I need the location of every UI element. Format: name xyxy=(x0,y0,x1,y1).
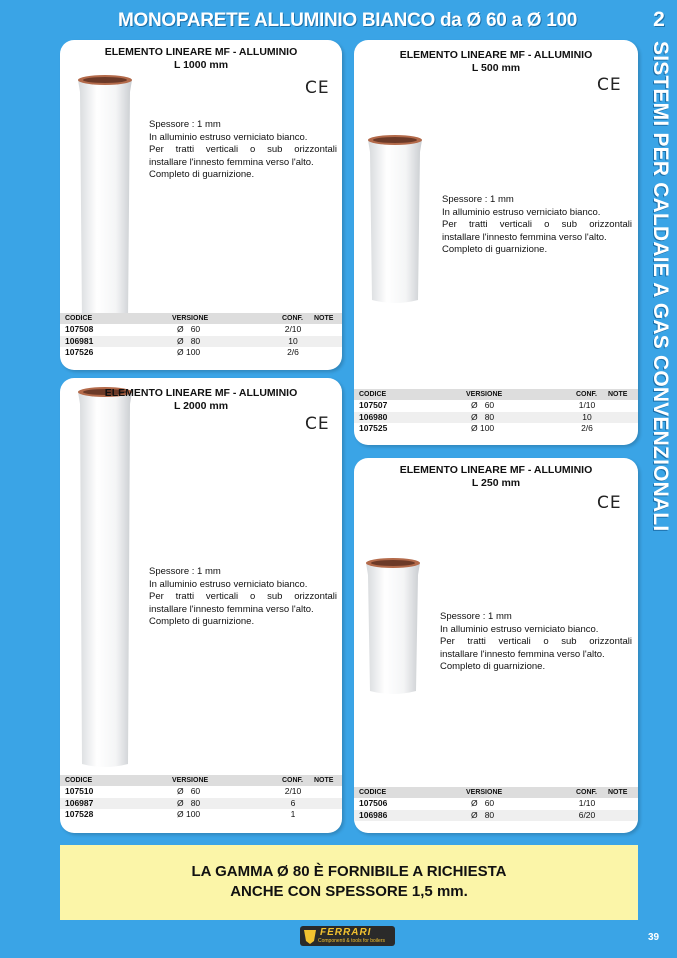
page-number: 39 xyxy=(648,932,660,943)
cell-version: Ø 80 xyxy=(177,797,201,808)
cell-conf: 1/10 xyxy=(578,400,596,410)
desc-line: Spessore : 1 mm xyxy=(440,611,512,622)
desc-line: In alluminio estruso verniciato bianco. xyxy=(149,131,308,143)
desc-line: In alluminio estruso verniciato bianco. xyxy=(149,578,308,590)
cell-version: Ø 80 xyxy=(177,335,201,346)
col-codice: CODICE xyxy=(65,777,93,784)
product-table xyxy=(60,775,342,821)
col-codice: CODICE xyxy=(65,315,93,322)
cell-conf: 2/6 xyxy=(581,423,593,433)
desc-line: Completo di guarnizione. xyxy=(440,661,546,672)
section-number: 2 xyxy=(653,8,665,31)
cell-conf: 1 xyxy=(290,809,296,819)
card-title: ELEMENTO LINEARE MF - ALLUMINIO xyxy=(399,464,593,476)
table-row xyxy=(60,809,342,821)
cell-conf: 1/10 xyxy=(578,798,596,808)
pipe-image xyxy=(358,551,428,701)
col-codice: CODICE xyxy=(359,789,387,796)
product-card-l1000 xyxy=(60,40,342,370)
col-conf: CONF. xyxy=(282,777,303,784)
col-versione: VERSIONE xyxy=(172,315,209,322)
product-table xyxy=(354,389,638,435)
card-title: ELEMENTO LINEARE MF - ALLUMINIO xyxy=(399,49,593,61)
side-section-title-text: SISTEMI PER CALDAIE A GAS CONVENZIONALI xyxy=(649,41,672,532)
table-row xyxy=(354,798,638,810)
ce-mark-icon: CE xyxy=(597,75,622,95)
cell-code: 107528 xyxy=(65,809,94,819)
cell-version: Ø 80 xyxy=(471,411,495,422)
side-section-title xyxy=(642,42,676,602)
table-row xyxy=(354,423,638,435)
product-card-l500 xyxy=(354,40,638,445)
col-note: NOTE xyxy=(608,391,628,398)
col-versione: VERSIONE xyxy=(172,777,209,784)
cell-version: Ø 100 xyxy=(177,347,201,357)
product-card-l2000 xyxy=(60,378,342,833)
cell-version: Ø 100 xyxy=(471,423,495,433)
logo-emblem-icon xyxy=(302,927,318,945)
cell-code: 107526 xyxy=(65,347,94,357)
notice-line-2: ANCHE CON SPESSORE 1,5 mm. xyxy=(230,883,468,900)
product-description xyxy=(149,119,337,182)
col-note: NOTE xyxy=(314,315,334,322)
col-note: NOTE xyxy=(608,789,628,796)
desc-line: Spessore : 1 mm xyxy=(149,566,221,577)
card-length: L 500 mm xyxy=(471,62,521,74)
cell-conf: 2/6 xyxy=(287,347,299,357)
table-row xyxy=(60,798,342,810)
col-versione: VERSIONE xyxy=(466,789,503,796)
table-header xyxy=(60,313,342,324)
cell-conf: 10 xyxy=(582,411,592,422)
table-row xyxy=(60,336,342,348)
cell-code: 106986 xyxy=(359,809,388,820)
cell-code: 106980 xyxy=(359,411,388,422)
cell-conf: 6 xyxy=(290,797,296,808)
desc-line: In alluminio estruso verniciato bianco. xyxy=(442,206,601,218)
col-versione: VERSIONE xyxy=(466,391,503,398)
product-description xyxy=(149,566,337,629)
ce-mark-icon: CE xyxy=(305,414,330,434)
page-title: MONOPARETE ALLUMINIO BIANCO da Ø 60 a Ø 100 xyxy=(118,10,578,31)
product-table xyxy=(354,787,638,821)
table-row xyxy=(354,412,638,424)
desc-line: Per tratti verticali o sub orizzontali xyxy=(440,636,632,647)
pipe-image xyxy=(360,128,430,308)
pipe-image xyxy=(70,70,140,330)
cell-code: 107510 xyxy=(65,786,94,796)
card-length: L 2000 mm xyxy=(173,400,229,412)
cell-version: Ø 60 xyxy=(471,798,495,808)
product-table xyxy=(60,313,342,359)
col-conf: CONF. xyxy=(576,391,597,398)
ce-mark-icon: CE xyxy=(597,493,622,513)
col-codice: CODICE xyxy=(359,391,387,398)
cell-code: 107525 xyxy=(359,423,388,433)
cell-version: Ø 60 xyxy=(177,786,201,796)
logo-name: FERRARI xyxy=(320,927,372,938)
table-row xyxy=(354,400,638,412)
desc-line: Per tratti verticali o sub orizzontali xyxy=(442,219,632,230)
ferrari-logo xyxy=(300,926,395,946)
notice-line-1: LA GAMMA Ø 80 È FORNIBILE A RICHIESTA xyxy=(191,863,507,880)
cell-version: Ø 100 xyxy=(177,809,201,819)
table-row xyxy=(60,347,342,359)
desc-line: Per tratti verticali o sub orizzontali xyxy=(149,144,337,155)
desc-line: installare l'innesto femmina verso l'alto. xyxy=(440,648,605,660)
table-header xyxy=(354,389,638,400)
cell-version: Ø 60 xyxy=(177,324,201,334)
cell-code: 106981 xyxy=(65,335,94,346)
pipe-image xyxy=(70,382,140,772)
col-note: NOTE xyxy=(314,777,334,784)
card-title: ELEMENTO LINEARE MF - ALLUMINIO xyxy=(104,46,298,58)
col-conf: CONF. xyxy=(282,315,303,322)
product-description xyxy=(442,194,632,257)
table-row xyxy=(60,786,342,798)
desc-line: Completo di guarnizione. xyxy=(442,244,548,255)
cell-code: 107508 xyxy=(65,324,94,334)
table-header xyxy=(60,775,342,786)
cell-version: Ø 60 xyxy=(471,400,495,410)
table-header xyxy=(354,787,638,798)
desc-line: Spessore : 1 mm xyxy=(442,194,514,205)
desc-line: installare l'innesto femmina verso l'alto. xyxy=(442,231,607,243)
ce-mark-icon: CE xyxy=(305,78,330,98)
cell-conf: 2/10 xyxy=(284,786,302,796)
cell-conf: 6/20 xyxy=(578,809,596,820)
table-row xyxy=(60,324,342,336)
col-conf: CONF. xyxy=(576,789,597,796)
desc-line: installare l'innesto femmina verso l'alto. xyxy=(149,156,314,168)
desc-line: Completo di guarnizione. xyxy=(149,169,255,180)
desc-line: Per tratti verticali o sub orizzontali xyxy=(149,591,337,602)
cell-code: 106987 xyxy=(65,797,94,808)
product-description xyxy=(440,611,632,674)
desc-line: Completo di guarnizione. xyxy=(149,616,255,627)
table-row xyxy=(354,810,638,822)
desc-line: Spessore : 1 mm xyxy=(149,119,221,130)
logo-tagline: Componenti & tools for boilers xyxy=(318,938,385,944)
cell-version: Ø 80 xyxy=(471,809,495,820)
notice-box xyxy=(60,845,638,920)
card-title: ELEMENTO LINEARE MF - ALLUMINIO xyxy=(104,387,298,399)
desc-line: installare l'innesto femmina verso l'alto. xyxy=(149,603,314,615)
cell-conf: 2/10 xyxy=(284,324,302,334)
cell-code: 107506 xyxy=(359,798,388,808)
card-length: L 1000 mm xyxy=(173,59,229,71)
cell-code: 107507 xyxy=(359,400,388,410)
cell-conf: 10 xyxy=(288,335,298,346)
product-card-l250 xyxy=(354,458,638,833)
desc-line: In alluminio estruso verniciato bianco. xyxy=(440,623,599,635)
card-length: L 250 mm xyxy=(471,477,521,489)
